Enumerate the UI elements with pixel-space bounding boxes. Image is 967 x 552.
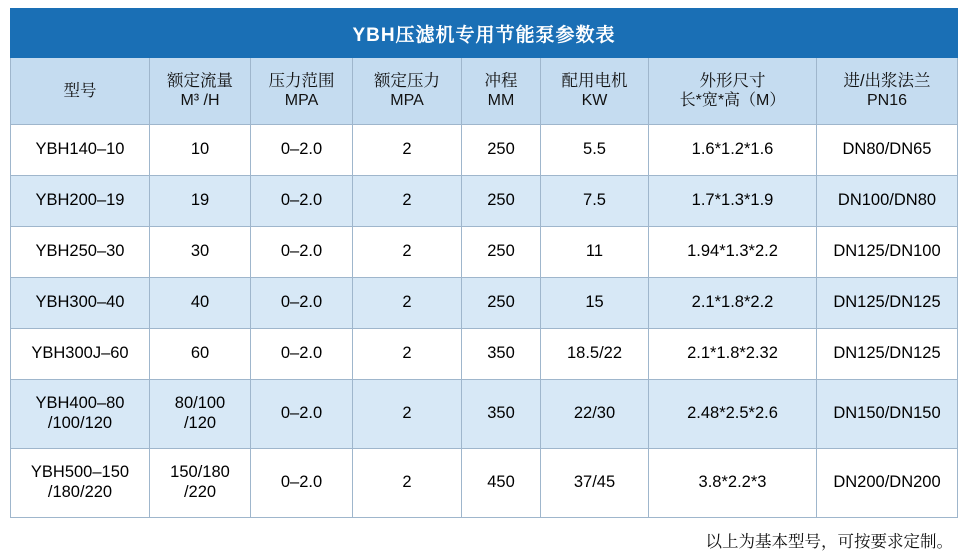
cell-dimensions: 1.94*1.3*2.2 — [649, 227, 817, 278]
cell-model-line1: YBH300J–60 — [31, 344, 129, 363]
column-header-stroke — [462, 58, 541, 125]
cell-rated-pressure: 2 — [353, 227, 462, 278]
cell-model-line1: YBH400–80 — [35, 394, 125, 413]
column-header-model — [11, 58, 150, 125]
table-footnote: 以上为基本型号，可按要求定制。 — [705, 533, 953, 551]
cell-motor: 11 — [541, 227, 649, 278]
cell-flange: DN80/DN65 — [817, 125, 958, 176]
cell-stroke: 250 — [462, 227, 541, 278]
table-row — [11, 329, 958, 380]
table-row — [11, 176, 958, 227]
cell-flange: DN125/DN125 — [817, 278, 958, 329]
column-header-flange — [817, 58, 958, 125]
column-header-pressure-range-line1: 压力范围 — [268, 72, 335, 91]
cell-model — [11, 125, 150, 176]
cell-stroke: 250 — [462, 176, 541, 227]
column-header-pressure-range-line2: MPA — [284, 92, 319, 110]
table-row — [11, 227, 958, 278]
cell-flange: DN100/DN80 — [817, 176, 958, 227]
cell-flow — [150, 449, 251, 518]
cell-flow-line1: 80/100 — [174, 394, 226, 413]
cell-stroke: 250 — [462, 278, 541, 329]
cell-flow-line1: 60 — [190, 344, 210, 363]
cell-flow-line1: 30 — [190, 242, 210, 261]
column-header-flange-line1: 进/出浆法兰 — [843, 72, 931, 91]
cell-model — [11, 329, 150, 380]
cell-stroke: 450 — [462, 449, 541, 518]
cell-model-line1: YBH300–40 — [35, 293, 125, 312]
cell-flange: DN125/DN100 — [817, 227, 958, 278]
cell-pressure-range: 0–2.0 — [251, 329, 353, 380]
column-header-motor — [541, 58, 649, 125]
table-title: YBH压滤机专用节能泵参数表 — [11, 9, 958, 58]
table-title-row — [11, 9, 958, 58]
cell-motor: 15 — [541, 278, 649, 329]
table-row — [11, 278, 958, 329]
column-header-rated-flow-line1: 额定流量 — [167, 72, 233, 91]
cell-flow — [150, 278, 251, 329]
column-header-motor-line1: 配用电机 — [561, 72, 628, 91]
cell-rated-pressure: 2 — [353, 329, 462, 380]
cell-flow — [150, 176, 251, 227]
cell-rated-pressure: 2 — [353, 380, 462, 449]
cell-model-line1: YBH140–10 — [35, 140, 125, 159]
column-header-stroke-line1: 冲程 — [484, 72, 518, 91]
cell-motor: 37/45 — [541, 449, 649, 518]
cell-stroke: 250 — [462, 125, 541, 176]
cell-pressure-range: 0–2.0 — [251, 380, 353, 449]
cell-pressure-range: 0–2.0 — [251, 449, 353, 518]
cell-model — [11, 176, 150, 227]
column-header-pressure-range — [251, 58, 353, 125]
column-header-rated-pressure — [353, 58, 462, 125]
column-header-motor-line2: KW — [581, 92, 608, 110]
cell-model-line1: YBH200–19 — [35, 191, 125, 210]
cell-model-line2: /100/120 — [47, 414, 113, 432]
column-header-rated-flow-line2: M³ /H — [180, 92, 220, 110]
table-row — [11, 449, 958, 518]
cell-dimensions: 2.1*1.8*2.2 — [649, 278, 817, 329]
cell-rated-pressure: 2 — [353, 278, 462, 329]
table-row — [11, 380, 958, 449]
cell-dimensions: 2.1*1.8*2.32 — [649, 329, 817, 380]
cell-stroke: 350 — [462, 380, 541, 449]
cell-motor: 7.5 — [541, 176, 649, 227]
cell-flange: DN200/DN200 — [817, 449, 958, 518]
cell-pressure-range: 0–2.0 — [251, 227, 353, 278]
column-header-flange-line2: PN16 — [866, 92, 908, 110]
cell-dimensions: 2.48*2.5*2.6 — [649, 380, 817, 449]
cell-flow — [150, 380, 251, 449]
cell-dimensions: 3.8*2.2*3 — [649, 449, 817, 518]
cell-flow-line2: /220 — [183, 483, 217, 501]
column-header-rated-pressure-line1: 额定压力 — [374, 72, 440, 91]
column-header-dimensions — [649, 58, 817, 125]
cell-rated-pressure: 2 — [353, 176, 462, 227]
cell-motor: 5.5 — [541, 125, 649, 176]
cell-rated-pressure: 2 — [353, 449, 462, 518]
cell-flow-line1: 150/180 — [170, 463, 230, 482]
column-header-model-line1: 型号 — [63, 81, 97, 100]
cell-flow-line1: 10 — [190, 140, 210, 159]
column-header-rated-flow — [150, 58, 251, 125]
cell-model-line1: YBH250–30 — [35, 242, 125, 261]
cell-flow-line2: /120 — [183, 414, 217, 432]
cell-rated-pressure: 2 — [353, 125, 462, 176]
cell-motor: 22/30 — [541, 380, 649, 449]
cell-flow — [150, 125, 251, 176]
column-header-stroke-line2: MM — [487, 92, 515, 110]
column-header-rated-pressure-line2: MPA — [390, 92, 424, 110]
cell-model — [11, 449, 150, 518]
cell-dimensions: 1.7*1.3*1.9 — [649, 176, 817, 227]
column-header-dimensions-line1: 外形尺寸 — [699, 72, 766, 91]
cell-stroke: 350 — [462, 329, 541, 380]
cell-pressure-range: 0–2.0 — [251, 278, 353, 329]
cell-flange: DN125/DN125 — [817, 329, 958, 380]
cell-model-line1: YBH500–150 — [30, 463, 130, 482]
cell-model — [11, 278, 150, 329]
cell-flange: DN150/DN150 — [817, 380, 958, 449]
table-header-row — [11, 58, 958, 125]
cell-flow-line1: 40 — [190, 293, 210, 312]
cell-model — [11, 380, 150, 449]
cell-model — [11, 227, 150, 278]
cell-motor: 18.5/22 — [541, 329, 649, 380]
column-header-dimensions-line2: 长*宽*高（M） — [679, 92, 786, 110]
cell-dimensions: 1.6*1.2*1.6 — [649, 125, 817, 176]
cell-model-line2: /180/220 — [47, 483, 113, 501]
cell-flow — [150, 329, 251, 380]
table-row — [11, 125, 958, 176]
pump-spec-table — [10, 8, 958, 518]
cell-pressure-range: 0–2.0 — [251, 125, 353, 176]
cell-pressure-range: 0–2.0 — [251, 176, 353, 227]
cell-flow — [150, 227, 251, 278]
cell-flow-line1: 19 — [190, 191, 210, 210]
